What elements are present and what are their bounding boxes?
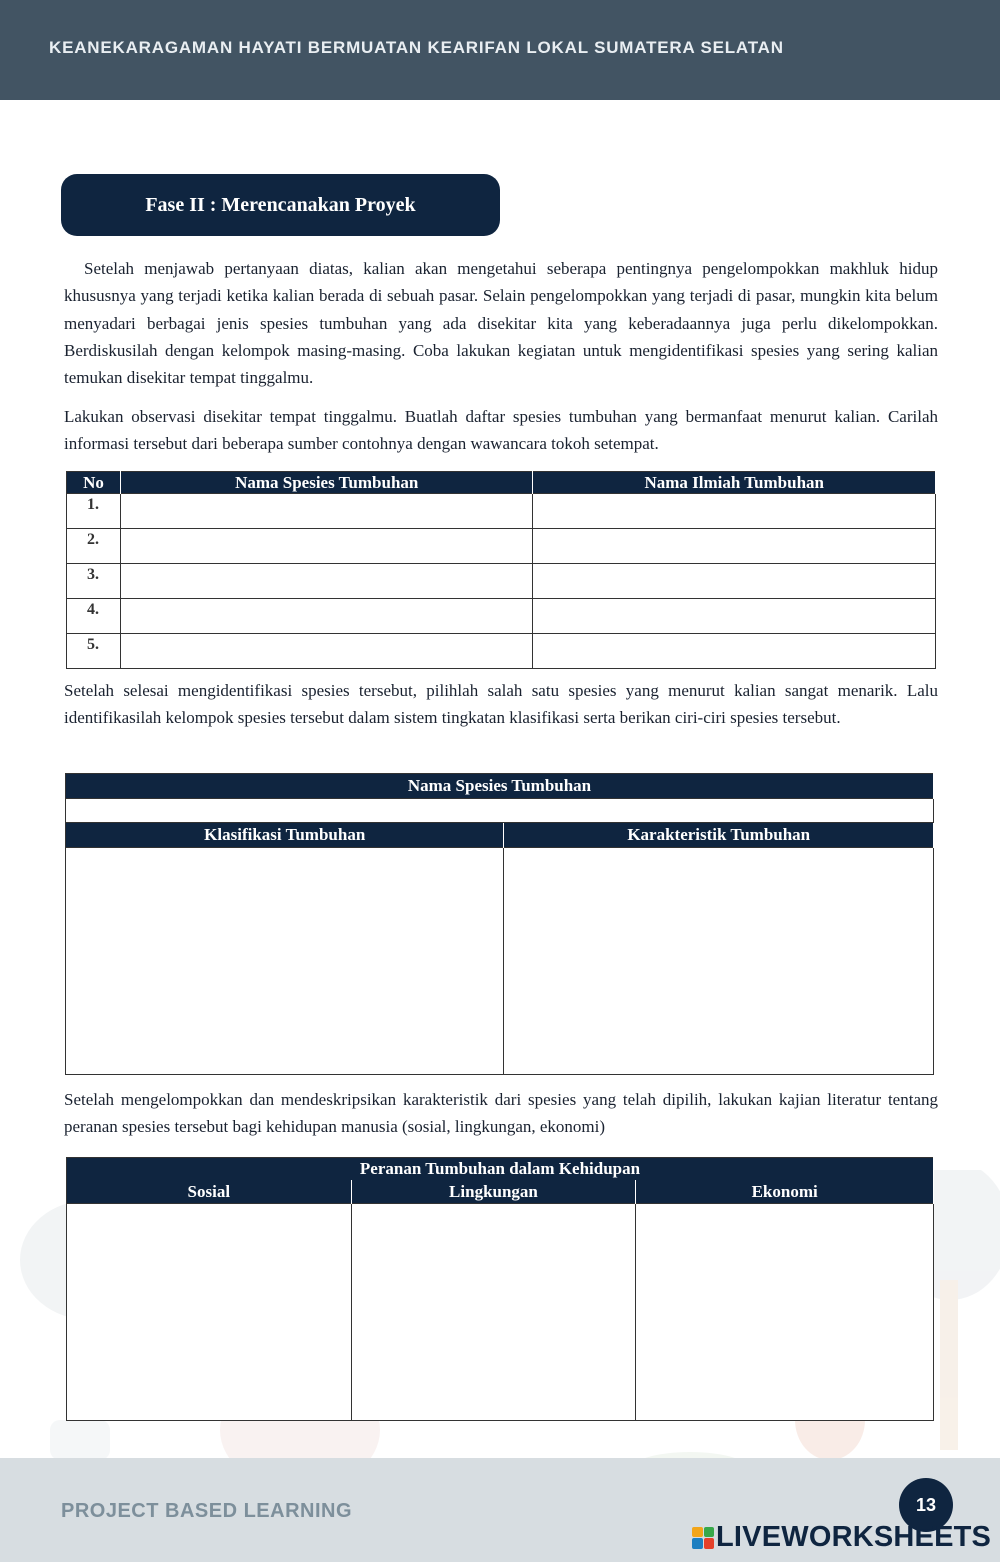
species-name-input[interactable]	[120, 634, 533, 669]
header-title: KEANEKARAGAMAN HAYATI BERMUATAN KEARIFAN LOKAL SUMATERA SELATAN	[49, 38, 784, 57]
species-col-scientific: Nama Ilmiah Tumbuhan	[533, 472, 936, 494]
row-number: 3.	[67, 564, 121, 599]
scientific-name-input[interactable]	[533, 599, 936, 634]
table-row	[67, 599, 936, 634]
phase-label: Fase II : Merencanakan Proyek	[145, 193, 416, 216]
row-number: 1.	[67, 494, 121, 529]
table-row	[67, 564, 936, 599]
species-table-header	[67, 472, 936, 494]
table-row	[67, 494, 936, 529]
scientific-name-input[interactable]	[533, 634, 936, 669]
bg-trunk-right	[940, 1280, 958, 1450]
environment-answer[interactable]	[351, 1204, 636, 1421]
role-title: Peranan Tumbuhan dalam Kehidupan	[67, 1158, 934, 1181]
species-table	[66, 471, 936, 669]
species-col-name: Nama Spesies Tumbuhan	[120, 472, 533, 494]
species-name-input[interactable]	[120, 494, 533, 529]
classification-answer[interactable]	[66, 848, 504, 1075]
classification-title: Nama Spesies Tumbuhan	[66, 774, 934, 799]
characteristic-answer[interactable]	[504, 848, 934, 1075]
scientific-name-input[interactable]	[533, 529, 936, 564]
liveworksheets-icon	[692, 1527, 714, 1549]
table-row	[67, 634, 936, 669]
intro-paragraph: Setelah menjawab pertanyaan diatas, kalian akan mengetahui seberapa pentingnya pengelompokkan makhluk hidup khususnya yang terjadi ketika kalian berada di sebuah pasar. Selain pengelompokkan yang terjadi di pasar, mungkin kita belum menyadari berbagai jenis spesies tumbuhan yang ada disekitar kita yang keberadaannya juga perlu dikelompokkan. Berdiskusilah dengan kelompok masing-masing. Coba lakukan kegiatan untuk mengidentifikasi spesies yang sering kalian temukan disekitar tempat tinggalmu.	[64, 259, 938, 388]
characteristic-col-header: Karakteristik Tumbuhan	[504, 823, 934, 848]
classification-col-header: Klasifikasi Tumbuhan	[66, 823, 504, 848]
page-number: 13	[915, 1494, 937, 1515]
role-table	[66, 1157, 934, 1421]
footer-label: PROJECT BASED LEARNING	[61, 1500, 353, 1522]
header-bar	[0, 0, 1000, 100]
liveworksheets-text: LIVEWORKSHEETS	[716, 1521, 992, 1553]
species-name-input[interactable]	[120, 599, 533, 634]
literature-paragraph: Setelah mengelompokkan dan mendeskripsikan karakteristik dari spesies yang telah dipilih, lakukan kajian literatur tentang peranan spesies tersebut bagi kehidupan manusia (sosial, lingkungan, ekonomi)	[64, 1090, 938, 1137]
observe-paragraph: Lakukan observasi disekitar tempat tinggalmu. Buatlah daftar spesies tumbuhan yang bermanfaat menurut kalian. Carilah informasi tersebut dari beberapa sumber contohnya dengan wawancara tokoh setempat.	[64, 407, 938, 454]
economy-answer[interactable]	[636, 1204, 934, 1421]
role-col-environment: Lingkungan	[351, 1180, 636, 1204]
species-name-input[interactable]	[120, 564, 533, 599]
scientific-name-input[interactable]	[533, 564, 936, 599]
scientific-name-input[interactable]	[533, 494, 936, 529]
phase-heading	[61, 174, 500, 236]
role-col-social: Sosial	[67, 1180, 352, 1204]
species-name-field[interactable]	[66, 799, 934, 823]
choose-paragraph: Setelah selesai mengidentifikasi spesies tersebut, pilihlah salah satu spesies yang menurut kalian sangat menarik. Lalu identifikasilah kelompok spesies tersebut dalam sistem tingkatan klasifikasi serta berikan ciri-ciri spesies tersebut.	[64, 681, 938, 728]
species-col-no: No	[67, 472, 121, 494]
table-row	[67, 529, 936, 564]
liveworksheets-watermark[interactable]	[692, 1521, 991, 1554]
classification-table	[65, 773, 934, 1075]
row-number: 4.	[67, 599, 121, 634]
social-answer[interactable]	[67, 1204, 352, 1421]
row-number: 5.	[67, 634, 121, 669]
bg-zebra	[50, 1420, 110, 1460]
species-name-input[interactable]	[120, 529, 533, 564]
row-number: 2.	[67, 529, 121, 564]
role-col-economy: Ekonomi	[636, 1180, 934, 1204]
